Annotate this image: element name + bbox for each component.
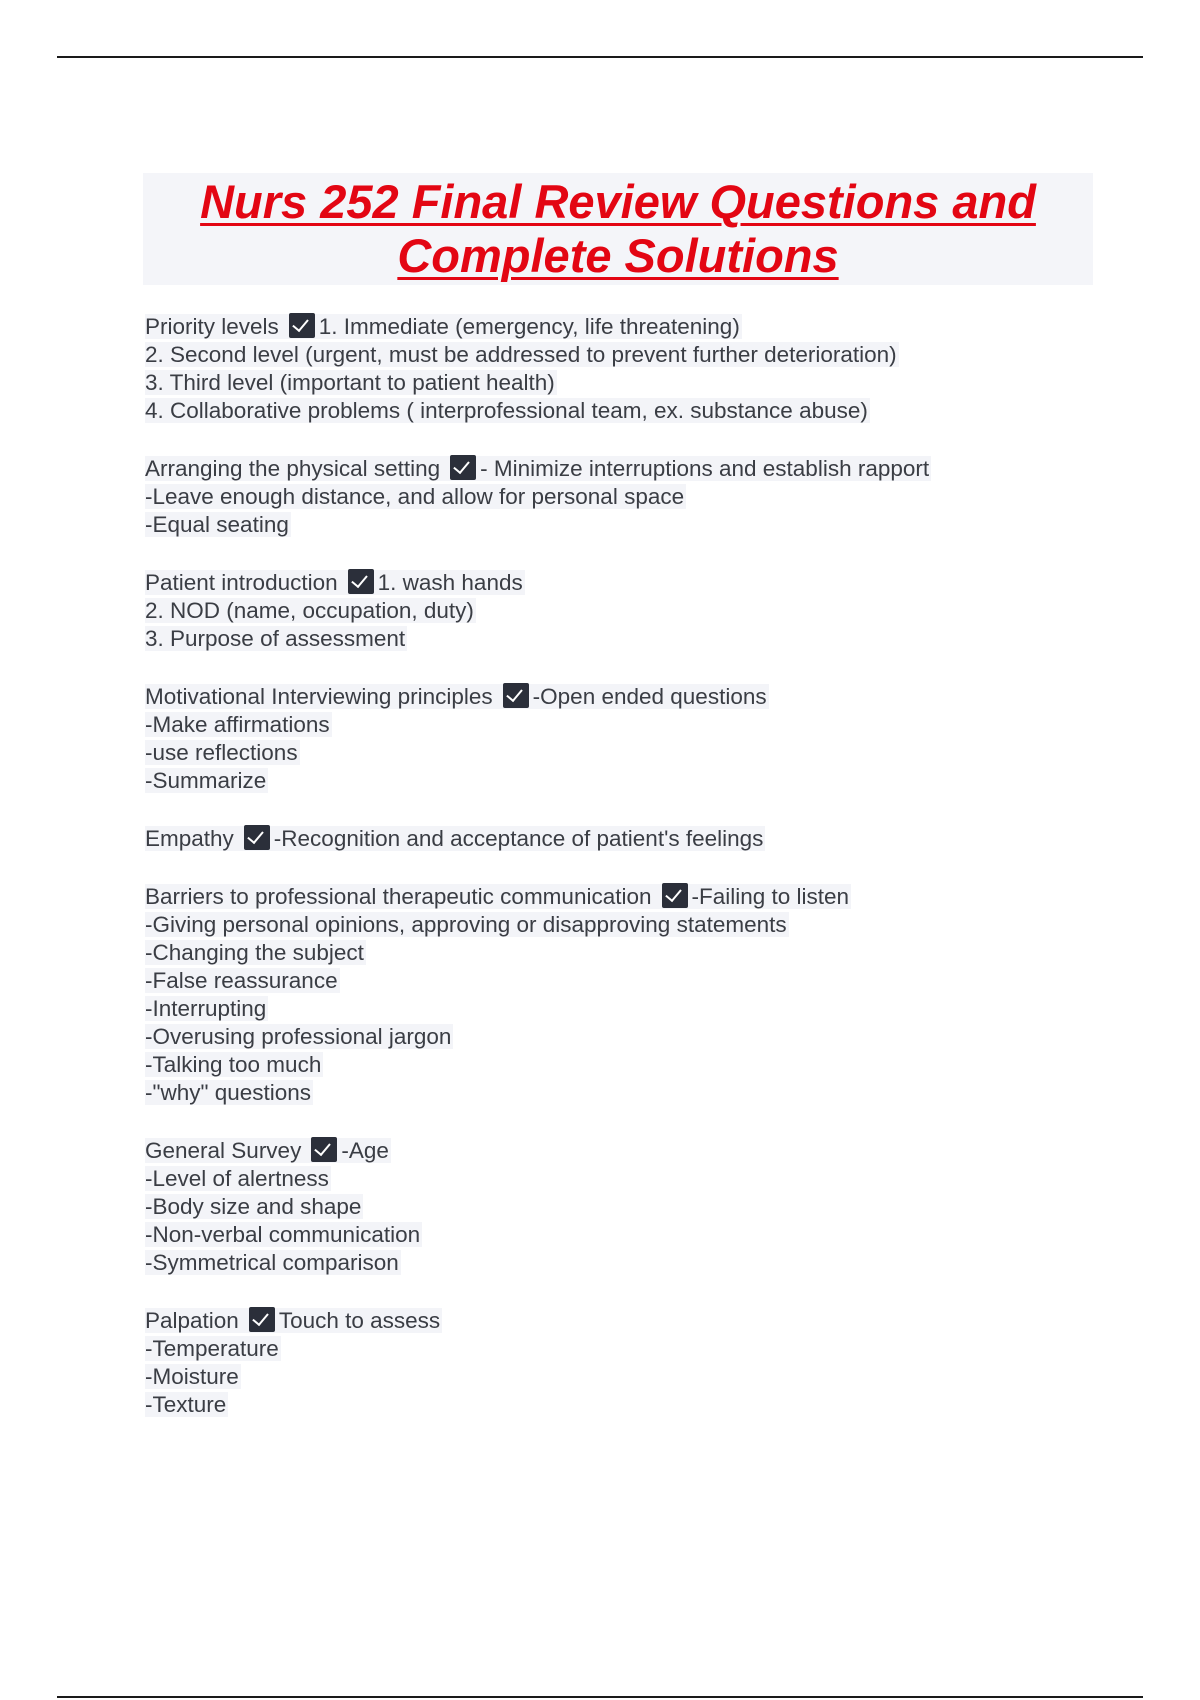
title-line-1: Nurs 252 Final Review Questions and — [200, 175, 1036, 228]
qa-answer-start: Touch to assess — [278, 1308, 441, 1333]
qa-term: Motivational Interviewing principles — [145, 684, 493, 709]
qa-item — [145, 883, 1105, 1107]
qa-answer-line — [145, 511, 1105, 539]
qa-answer-text: -False reassurance — [145, 968, 338, 993]
qa-first-line — [145, 883, 1105, 911]
checkbox-checked-icon — [662, 883, 688, 908]
top-rule — [57, 56, 1143, 58]
qa-answer-line — [145, 967, 1105, 995]
qa-term: Barriers to professional therapeutic communication — [145, 884, 652, 909]
checkbox-checked-icon — [348, 569, 374, 594]
qa-answer-text: -Interrupting — [145, 996, 267, 1021]
qa-answer-start: 1. wash hands — [377, 570, 523, 595]
qa-answer-text: -use reflections — [145, 740, 298, 765]
qa-answer-line — [145, 1165, 1105, 1193]
qa-first-line — [145, 313, 1105, 341]
document-title — [143, 173, 1093, 283]
qa-answer-line — [145, 1249, 1105, 1277]
qa-answer-text: -Level of alertness — [145, 1166, 329, 1191]
bottom-rule — [57, 1696, 1143, 1698]
qa-answer-text: -Texture — [145, 1392, 227, 1417]
qa-answer-text: 2. Second level (urgent, must be addressed to prevent further deterioration) — [145, 342, 897, 367]
qa-answer-text: -Body size and shape — [145, 1194, 362, 1219]
qa-answer-line — [145, 1079, 1105, 1107]
qa-answer-text: -Equal seating — [145, 512, 289, 537]
qa-answer-start: 1. Immediate (emergency, life threatening) — [318, 314, 740, 339]
qa-answer-line — [145, 1221, 1105, 1249]
qa-answer-text: -Giving personal opinions, approving or disapproving statements — [145, 912, 787, 937]
qa-answer-line — [145, 995, 1105, 1023]
qa-answer-text: -Talking too much — [145, 1052, 322, 1077]
qa-answer-text: -Non-verbal communication — [145, 1222, 421, 1247]
qa-answer-line — [145, 1335, 1105, 1363]
qa-item — [145, 1307, 1105, 1419]
qa-answer-line — [145, 341, 1105, 369]
qa-answer-start: -Open ended questions — [532, 684, 767, 709]
qa-item — [145, 313, 1105, 425]
checkbox-checked-icon — [289, 313, 315, 338]
qa-answer-text: -Temperature — [145, 1336, 279, 1361]
qa-first-line — [145, 569, 1105, 597]
qa-answer-line — [145, 1023, 1105, 1051]
qa-answer-text: -Summarize — [145, 768, 267, 793]
title-line-2: Complete Solutions — [397, 229, 839, 282]
qa-term: Palpation — [145, 1308, 239, 1333]
qa-first-line — [145, 825, 1105, 853]
title-banner — [143, 173, 1093, 285]
qa-term: Empathy — [145, 826, 234, 851]
qa-term: Arranging the physical setting — [145, 456, 441, 481]
qa-answer-line — [145, 711, 1105, 739]
qa-answer-line — [145, 739, 1105, 767]
checkbox-checked-icon — [503, 683, 529, 708]
qa-item — [145, 569, 1105, 653]
qa-answer-start: -Failing to listen — [691, 884, 850, 909]
checkbox-checked-icon — [249, 1307, 275, 1332]
qa-answer-line — [145, 397, 1105, 425]
qa-answer-text: -Symmetrical comparison — [145, 1250, 399, 1275]
qa-answer-start: -Age — [341, 1138, 389, 1163]
qa-answer-line — [145, 483, 1105, 511]
qa-answer-text: 3. Purpose of assessment — [145, 626, 406, 651]
qa-answer-line — [145, 1193, 1105, 1221]
qa-answer-line — [145, 625, 1105, 653]
qa-answer-line — [145, 767, 1105, 795]
qa-term: Patient introduction — [145, 570, 338, 595]
qa-answer-text: -Overusing professional jargon — [145, 1024, 452, 1049]
qa-answer-line — [145, 939, 1105, 967]
checkbox-checked-icon — [244, 825, 270, 850]
qa-answer-start: -Recognition and acceptance of patient's feelings — [273, 826, 764, 851]
qa-term: General Survey — [145, 1138, 302, 1163]
qa-answer-line — [145, 1391, 1105, 1419]
qa-answer-start: - Minimize interruptions and establish rapport — [480, 456, 930, 481]
checkbox-checked-icon — [311, 1137, 337, 1162]
qa-first-line — [145, 455, 1105, 483]
qa-answer-line — [145, 597, 1105, 625]
qa-answer-text: -Leave enough distance, and allow for personal space — [145, 484, 685, 509]
qa-first-line — [145, 1307, 1105, 1335]
qa-list — [145, 313, 1105, 1449]
qa-answer-text: 2. NOD (name, occupation, duty) — [145, 598, 474, 623]
qa-term: Priority levels — [145, 314, 279, 339]
qa-item — [145, 683, 1105, 795]
qa-answer-line — [145, 1051, 1105, 1079]
checkbox-checked-icon — [450, 455, 476, 480]
qa-answer-text: 3. Third level (important to patient health) — [145, 370, 555, 395]
qa-first-line — [145, 683, 1105, 711]
qa-first-line — [145, 1137, 1105, 1165]
qa-answer-text: -"why" questions — [145, 1080, 312, 1105]
qa-answer-text: -Changing the subject — [145, 940, 364, 965]
qa-answer-text: -Moisture — [145, 1364, 239, 1389]
qa-answer-text: -Make affirmations — [145, 712, 330, 737]
qa-answer-text: 4. Collaborative problems ( interprofessional team, ex. substance abuse) — [145, 398, 868, 423]
qa-item — [145, 825, 1105, 853]
qa-answer-line — [145, 369, 1105, 397]
qa-answer-line — [145, 1363, 1105, 1391]
qa-item — [145, 1137, 1105, 1277]
qa-item — [145, 455, 1105, 539]
qa-answer-line — [145, 911, 1105, 939]
